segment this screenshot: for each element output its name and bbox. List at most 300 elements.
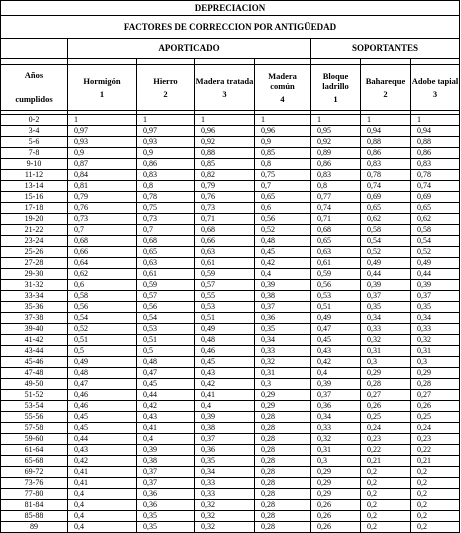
age-range-cell: 35-36 <box>1 302 68 313</box>
factor-cell: 0,52 <box>255 225 311 236</box>
age-range-cell: 15-16 <box>1 192 68 203</box>
factor-cell: 1 <box>68 115 137 126</box>
factor-cell: 0,28 <box>255 522 311 533</box>
factor-cell: 0,8 <box>311 181 361 192</box>
factor-cell: 0,65 <box>311 236 361 247</box>
factor-cell: 0,65 <box>411 203 460 214</box>
factor-cell: 0,33 <box>311 423 361 434</box>
table-row <box>1 236 460 247</box>
factor-cell: 0,88 <box>195 148 255 159</box>
factor-cell: 0,4 <box>68 489 137 500</box>
factor-cell: 0,59 <box>195 269 255 280</box>
factor-cell: 0,66 <box>195 236 255 247</box>
table-row <box>1 126 460 137</box>
table-row <box>1 456 460 467</box>
factor-cell: 0,94 <box>361 126 411 137</box>
table-row <box>1 478 460 489</box>
age-range-cell: 27-28 <box>1 258 68 269</box>
column-header <box>311 65 361 111</box>
factor-cell: 0,31 <box>411 346 460 357</box>
age-range-cell: 89 <box>1 522 68 533</box>
factor-cell: 0,33 <box>411 324 460 335</box>
table-row <box>1 522 460 533</box>
table-row <box>1 192 460 203</box>
factor-cell: 0,34 <box>255 335 311 346</box>
factor-cell: 0,59 <box>137 280 195 291</box>
table-row <box>1 467 460 478</box>
factor-cell: 0,7 <box>68 225 137 236</box>
table-row <box>1 368 460 379</box>
table-row <box>1 313 460 324</box>
factor-cell: 0,34 <box>311 412 361 423</box>
factor-cell: 0,37 <box>361 291 411 302</box>
table-row <box>1 489 460 500</box>
factor-cell: 0,43 <box>137 412 195 423</box>
table-row <box>1 434 460 445</box>
factor-cell: 0,37 <box>411 291 460 302</box>
table-row <box>1 346 460 357</box>
factor-cell: 0,62 <box>411 214 460 225</box>
age-range-cell: 45-46 <box>1 357 68 368</box>
factor-cell: 0,49 <box>195 324 255 335</box>
age-range-cell: 9-10 <box>1 159 68 170</box>
column-header-number: 1 <box>99 89 105 99</box>
factor-cell: 0,3 <box>411 357 460 368</box>
factor-cell: 0,39 <box>411 280 460 291</box>
column-header-number: 3 <box>432 89 438 99</box>
table-row <box>1 170 460 181</box>
factor-cell: 0,58 <box>411 225 460 236</box>
factor-cell: 0,35 <box>137 522 195 533</box>
age-range-cell: 41-42 <box>1 335 68 346</box>
factor-cell: 0,63 <box>195 247 255 258</box>
table-row <box>1 148 460 159</box>
factor-cell: 0,32 <box>311 434 361 445</box>
factor-cell: 0,76 <box>195 192 255 203</box>
age-range-cell: 51-52 <box>1 390 68 401</box>
factor-cell: 0,78 <box>361 170 411 181</box>
table-row <box>1 445 460 456</box>
factor-cell: 0,24 <box>411 423 460 434</box>
factor-cell: 1 <box>311 115 361 126</box>
factor-cell: 0,24 <box>361 423 411 434</box>
table-subtitle: FACTORES DE CORRECCION POR ANTIGÜEDAD <box>1 16 460 39</box>
column-header <box>411 65 460 111</box>
factor-cell: 0,26 <box>311 500 361 511</box>
table-row <box>1 500 460 511</box>
factor-cell: 0,51 <box>195 313 255 324</box>
factor-cell: 0,85 <box>195 159 255 170</box>
factor-cell: 0,45 <box>137 379 195 390</box>
factor-cell: 0,2 <box>361 467 411 478</box>
factor-cell: 0,4 <box>311 368 361 379</box>
factor-cell: 0,93 <box>68 137 137 148</box>
factor-cell: 0,73 <box>68 214 137 225</box>
factor-cell: 0,9 <box>68 148 137 159</box>
factor-cell: 0,49 <box>68 357 137 368</box>
factor-cell: 0,62 <box>361 214 411 225</box>
factor-cell: 0,29 <box>311 478 361 489</box>
age-range-cell: 33-34 <box>1 291 68 302</box>
column-header-number: 2 <box>163 89 168 99</box>
factor-cell: 0,77 <box>311 192 361 203</box>
factor-cell: 0,97 <box>68 126 137 137</box>
factor-cell: 0,62 <box>68 269 137 280</box>
factor-cell: 0,68 <box>195 225 255 236</box>
factor-cell: 0,41 <box>195 390 255 401</box>
factor-cell: 0,21 <box>411 456 460 467</box>
age-range-cell: 55-56 <box>1 412 68 423</box>
age-range-cell: 23-24 <box>1 236 68 247</box>
factor-cell: 0,53 <box>311 291 361 302</box>
age-range-cell: 43-44 <box>1 346 68 357</box>
factor-cell: 0,94 <box>411 126 460 137</box>
factor-cell: 0,43 <box>311 346 361 357</box>
factor-cell: 0,55 <box>195 291 255 302</box>
factor-cell: 0,86 <box>361 148 411 159</box>
factor-cell: 0,74 <box>311 203 361 214</box>
factor-cell: 0,31 <box>361 346 411 357</box>
factor-cell: 0,32 <box>361 335 411 346</box>
factor-cell: 0,21 <box>361 456 411 467</box>
factor-cell: 0,2 <box>411 467 460 478</box>
factor-cell: 0,2 <box>361 500 411 511</box>
table-row <box>1 247 460 258</box>
age-range-cell: 17-18 <box>1 203 68 214</box>
factor-cell: 0,78 <box>137 192 195 203</box>
table-row <box>1 412 460 423</box>
factor-cell: 0,35 <box>255 324 311 335</box>
column-header-number: 4 <box>280 94 285 104</box>
factor-cell: 0,23 <box>361 434 411 445</box>
header-cumplidos: cumplidos <box>15 94 53 104</box>
factor-cell: 0,31 <box>311 445 361 456</box>
factor-cell: 0,29 <box>411 368 460 379</box>
factor-cell: 0,34 <box>361 313 411 324</box>
factor-cell: 0,43 <box>68 445 137 456</box>
factor-cell: 0,96 <box>255 126 311 137</box>
age-range-cell: 0-2 <box>1 115 68 126</box>
factor-cell: 0,89 <box>311 148 361 159</box>
table-row <box>1 390 460 401</box>
factor-cell: 0,27 <box>411 390 460 401</box>
factor-cell: 0,57 <box>195 280 255 291</box>
factor-cell: 0,35 <box>195 456 255 467</box>
factor-cell: 0,83 <box>411 159 460 170</box>
age-range-cell: 11-12 <box>1 170 68 181</box>
age-range-cell: 7-8 <box>1 148 68 159</box>
table-row <box>1 379 460 390</box>
factor-cell: 0,44 <box>411 269 460 280</box>
factor-cell: 0,52 <box>68 324 137 335</box>
factor-cell: 0,47 <box>311 324 361 335</box>
factor-cell: 0,69 <box>361 192 411 203</box>
table-row <box>1 214 460 225</box>
factor-cell: 0,86 <box>311 159 361 170</box>
factor-cell: 0,3 <box>311 456 361 467</box>
factor-cell: 0,79 <box>68 192 137 203</box>
factor-cell: 0,56 <box>137 302 195 313</box>
factor-cell: 0,31 <box>255 368 311 379</box>
factor-cell: 0,51 <box>68 335 137 346</box>
factor-cell: 0,42 <box>195 379 255 390</box>
factor-cell: 0,78 <box>411 170 460 181</box>
age-range-cell: 85-88 <box>1 511 68 522</box>
factor-cell: 0,4 <box>68 522 137 533</box>
factor-cell: 0,47 <box>137 368 195 379</box>
table-row <box>1 401 460 412</box>
table-row <box>1 357 460 368</box>
factor-cell: 0,33 <box>195 478 255 489</box>
factor-cell: 0,64 <box>68 258 137 269</box>
factor-cell: 0,2 <box>361 511 411 522</box>
factor-cell: 0,53 <box>137 324 195 335</box>
factor-cell: 0,2 <box>411 522 460 533</box>
factor-cell: 1 <box>411 115 460 126</box>
age-range-cell: 29-30 <box>1 269 68 280</box>
table-row <box>1 225 460 236</box>
factor-cell: 0,39 <box>137 445 195 456</box>
factor-cell: 0,44 <box>68 434 137 445</box>
factor-cell: 0,36 <box>311 401 361 412</box>
factor-cell: 0,6 <box>68 280 137 291</box>
age-range-cell: 5-6 <box>1 137 68 148</box>
factor-cell: 0,92 <box>195 137 255 148</box>
factor-cell: 0,56 <box>68 302 137 313</box>
factor-cell: 0,37 <box>255 302 311 313</box>
table-row <box>1 291 460 302</box>
factor-cell: 0,22 <box>411 445 460 456</box>
factor-cell: 1 <box>255 115 311 126</box>
factor-cell: 0,71 <box>311 214 361 225</box>
factor-cell: 0,28 <box>361 379 411 390</box>
factor-cell: 0,28 <box>255 445 311 456</box>
factor-cell: 0,73 <box>137 214 195 225</box>
factor-cell: 0,28 <box>255 478 311 489</box>
factor-cell: 0,29 <box>311 467 361 478</box>
age-range-cell: 53-54 <box>1 401 68 412</box>
factor-cell: 0,42 <box>68 456 137 467</box>
factor-cell: 0,4 <box>255 269 311 280</box>
factor-cell: 0,32 <box>411 335 460 346</box>
factor-cell: 0,45 <box>255 247 311 258</box>
age-range-cell: 3-4 <box>1 126 68 137</box>
factor-cell: 0,42 <box>137 401 195 412</box>
factor-cell: 0,51 <box>137 335 195 346</box>
factor-cell: 0,22 <box>361 445 411 456</box>
factor-cell: 0,97 <box>137 126 195 137</box>
column-header-number: 2 <box>383 89 388 99</box>
table-row <box>1 302 460 313</box>
factor-cell: 0,36 <box>137 489 195 500</box>
factor-cell: 0,5 <box>137 346 195 357</box>
factor-cell: 0,46 <box>68 390 137 401</box>
factor-cell: 0,45 <box>68 423 137 434</box>
factor-cell: 1 <box>137 115 195 126</box>
age-range-cell: 73-76 <box>1 478 68 489</box>
column-header-name: Madera común <box>268 71 297 91</box>
factor-cell: 0,48 <box>255 236 311 247</box>
age-range-cell: 37-38 <box>1 313 68 324</box>
factor-cell: 0,7 <box>137 225 195 236</box>
factor-cell: 0,63 <box>137 258 195 269</box>
factor-cell: 0,48 <box>137 357 195 368</box>
factor-cell: 0,2 <box>411 500 460 511</box>
factor-cell: 0,68 <box>137 236 195 247</box>
factor-cell: 0,84 <box>68 170 137 181</box>
age-range-cell: 49-50 <box>1 379 68 390</box>
factor-cell: 0,46 <box>195 346 255 357</box>
age-range-cell: 61-64 <box>1 445 68 456</box>
factor-cell: 0,26 <box>311 511 361 522</box>
factor-cell: 0,29 <box>311 489 361 500</box>
column-header <box>68 65 137 111</box>
factor-cell: 0,4 <box>195 401 255 412</box>
factor-cell: 0,69 <box>411 192 460 203</box>
table-title: DEPRECIACION <box>1 1 460 16</box>
factor-cell: 0,41 <box>68 467 137 478</box>
factor-cell: 0,61 <box>137 269 195 280</box>
factor-cell: 0,42 <box>255 258 311 269</box>
factor-cell: 0,33 <box>255 346 311 357</box>
column-header <box>137 65 195 111</box>
column-header-name: Bahareque <box>365 76 406 86</box>
factor-cell: 0,39 <box>255 280 311 291</box>
factor-cell: 0,23 <box>411 434 460 445</box>
factor-cell: 0,28 <box>255 511 311 522</box>
factor-cell: 0,83 <box>311 170 361 181</box>
factor-cell: 0,2 <box>411 489 460 500</box>
factor-cell: 0,58 <box>68 291 137 302</box>
factor-cell: 0,38 <box>195 423 255 434</box>
factor-cell: 0,46 <box>68 401 137 412</box>
group-soportantes: SOPORTANTES <box>311 39 460 59</box>
factor-cell: 0,4 <box>137 434 195 445</box>
factor-cell: 0,61 <box>311 258 361 269</box>
factor-cell: 0,54 <box>137 313 195 324</box>
factor-cell: 0,75 <box>137 203 195 214</box>
factor-cell: 0,28 <box>255 423 311 434</box>
factor-cell: 0,39 <box>195 412 255 423</box>
factor-cell: 0,41 <box>68 478 137 489</box>
group-blank-cell <box>1 39 68 59</box>
factor-cell: 0,85 <box>255 148 311 159</box>
factor-cell: 0,2 <box>361 489 411 500</box>
factor-cell: 0,33 <box>361 324 411 335</box>
factor-cell: 0,75 <box>255 170 311 181</box>
factor-cell: 0,4 <box>68 500 137 511</box>
age-range-cell: 39-40 <box>1 324 68 335</box>
factor-cell: 0,43 <box>195 368 255 379</box>
factor-cell: 0,25 <box>361 412 411 423</box>
factor-cell: 0,26 <box>311 522 361 533</box>
factor-cell: 0,58 <box>361 225 411 236</box>
factor-cell: 0,51 <box>311 302 361 313</box>
factor-cell: 0,68 <box>68 236 137 247</box>
factor-cell: 0,87 <box>68 159 137 170</box>
column-header-name: Hierro <box>153 76 178 86</box>
factor-cell: 0,71 <box>195 214 255 225</box>
table-row <box>1 423 460 434</box>
column-header <box>255 65 311 111</box>
factor-cell: 0,9 <box>137 148 195 159</box>
factor-cell: 0,48 <box>195 335 255 346</box>
age-range-cell: 31-32 <box>1 280 68 291</box>
factor-cell: 0,28 <box>255 500 311 511</box>
factor-cell: 0,37 <box>195 434 255 445</box>
factor-cell: 0,32 <box>195 511 255 522</box>
age-range-cell: 47-48 <box>1 368 68 379</box>
factor-cell: 0,9 <box>255 137 311 148</box>
factor-cell: 0,41 <box>137 423 195 434</box>
factor-cell: 0,39 <box>311 379 361 390</box>
factor-cell: 0,32 <box>195 500 255 511</box>
factor-cell: 0,2 <box>361 522 411 533</box>
age-range-cell: 57-58 <box>1 423 68 434</box>
table-row <box>1 203 460 214</box>
factor-cell: 0,6 <box>255 203 311 214</box>
factor-cell: 1 <box>195 115 255 126</box>
factor-cell: 0,88 <box>361 137 411 148</box>
factor-cell: 0,65 <box>137 247 195 258</box>
factor-cell: 0,8 <box>137 181 195 192</box>
column-header-name: Bloque ladrillo <box>322 71 349 91</box>
factor-cell: 0,65 <box>361 203 411 214</box>
factor-cell: 0,2 <box>361 478 411 489</box>
table-row <box>1 258 460 269</box>
factor-cell: 0,38 <box>255 291 311 302</box>
factor-cell: 0,82 <box>195 170 255 181</box>
factor-cell: 0,56 <box>311 280 361 291</box>
factor-cell: 0,28 <box>255 412 311 423</box>
factor-cell: 0,76 <box>68 203 137 214</box>
column-header-name: Madera tratada <box>195 76 254 86</box>
factor-cell: 0,28 <box>411 379 460 390</box>
factor-cell: 0,49 <box>361 258 411 269</box>
factor-cell: 0,35 <box>361 302 411 313</box>
age-range-cell: 19-20 <box>1 214 68 225</box>
factor-cell: 0,25 <box>411 412 460 423</box>
factor-cell: 0,35 <box>411 302 460 313</box>
factor-cell: 0,47 <box>68 379 137 390</box>
factor-cell: 0,63 <box>311 247 361 258</box>
factor-cell: 0,28 <box>255 467 311 478</box>
column-header-number: 1 <box>333 94 338 104</box>
factor-cell: 0,27 <box>361 390 411 401</box>
factor-cell: 0,92 <box>311 137 361 148</box>
factor-cell: 0,44 <box>137 390 195 401</box>
factor-cell: 0,32 <box>195 522 255 533</box>
factor-cell: 0,66 <box>68 247 137 258</box>
factor-cell: 0,29 <box>255 390 311 401</box>
table-row <box>1 137 460 148</box>
factor-cell: 0,45 <box>311 335 361 346</box>
age-range-cell: 69-72 <box>1 467 68 478</box>
column-header-name: Adobe tapial <box>411 76 459 86</box>
factor-cell: 0,29 <box>255 401 311 412</box>
factor-cell: 0,29 <box>361 368 411 379</box>
age-range-cell: 13-14 <box>1 181 68 192</box>
factor-cell: 0,39 <box>361 280 411 291</box>
factor-cell: 0,54 <box>361 236 411 247</box>
factor-cell: 0,37 <box>137 467 195 478</box>
factor-cell: 0,36 <box>137 500 195 511</box>
factor-cell: 0,26 <box>411 401 460 412</box>
factor-cell: 0,73 <box>195 203 255 214</box>
factor-cell: 0,61 <box>195 258 255 269</box>
factor-cell: 0,34 <box>195 467 255 478</box>
factor-cell: 0,86 <box>137 159 195 170</box>
